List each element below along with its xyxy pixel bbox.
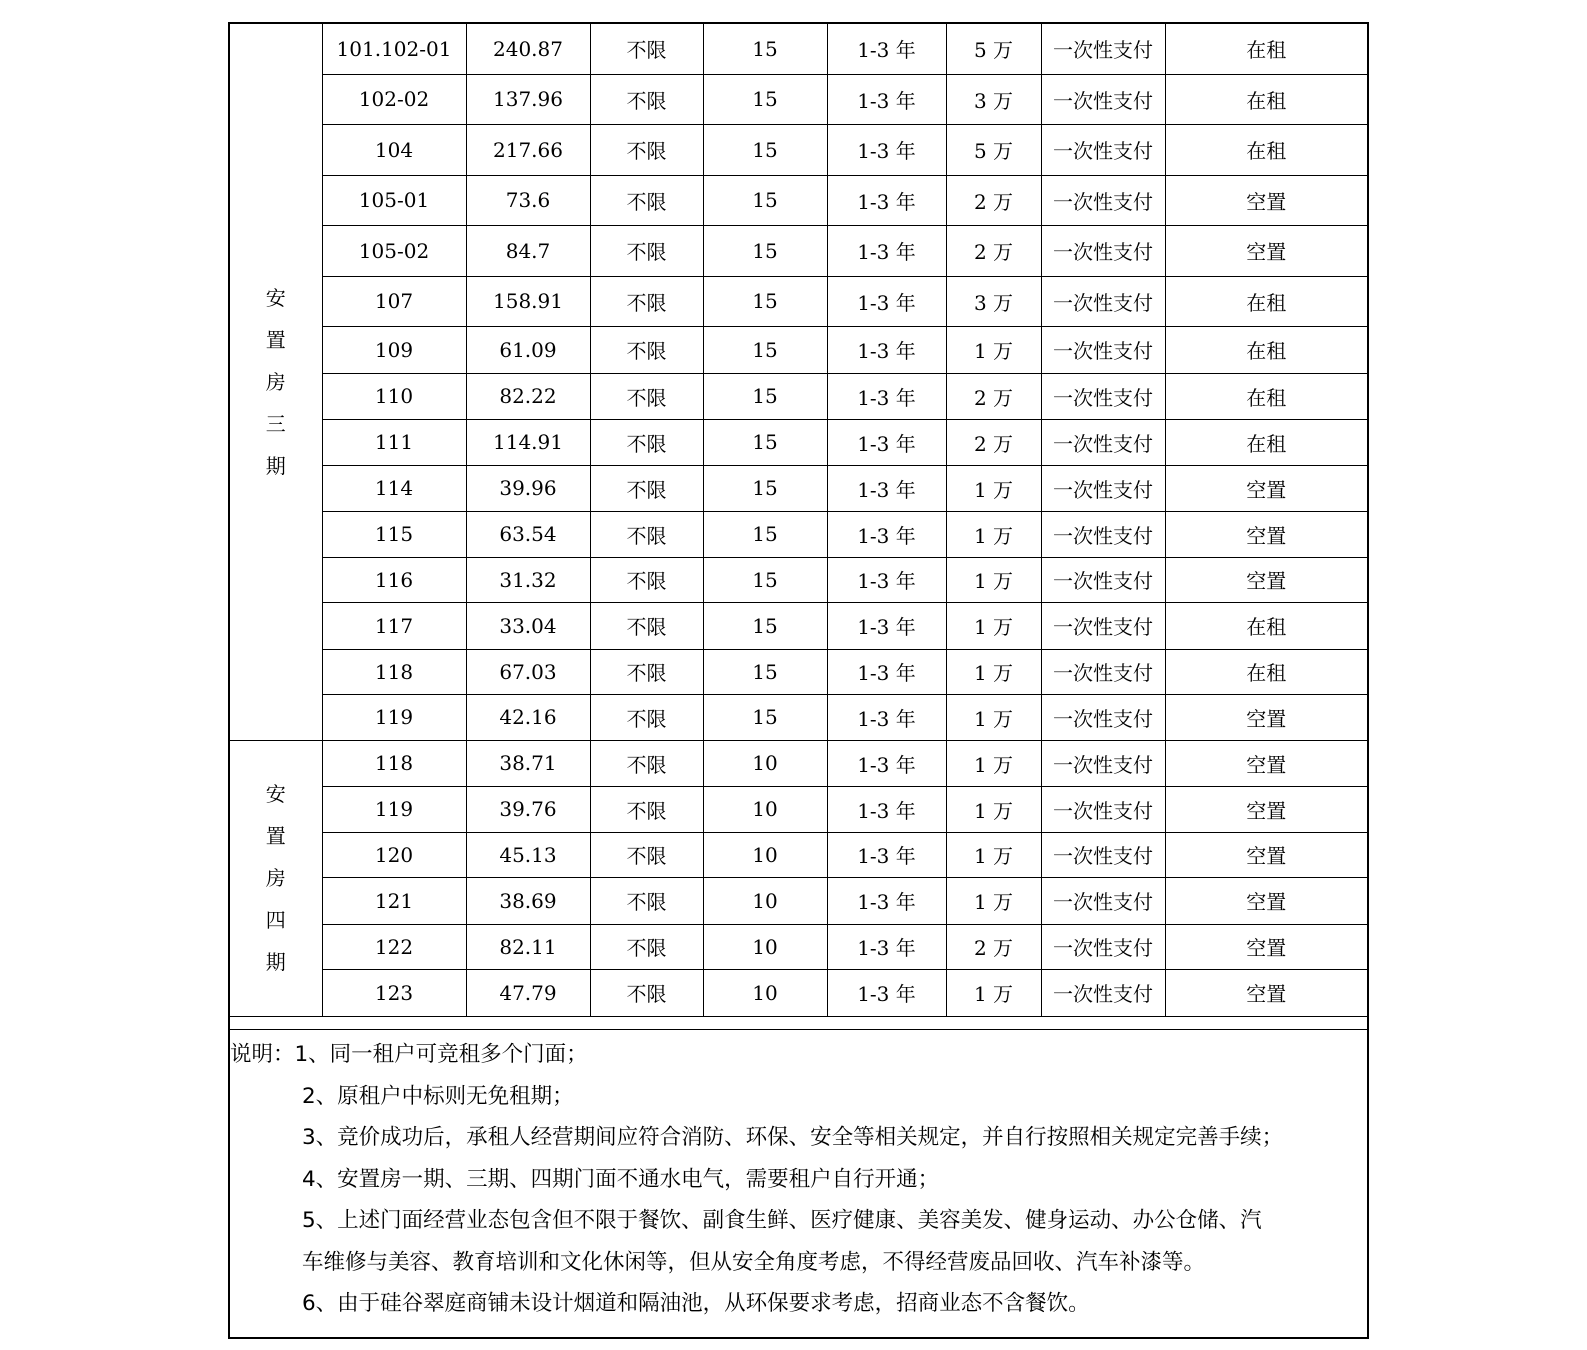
bid-cell: 10 [703, 878, 827, 925]
bid-cell: 15 [703, 327, 827, 374]
table-row [230, 327, 1367, 374]
unit-number-cell: 118 [322, 740, 466, 787]
business-type-cell: 不限 [590, 603, 703, 650]
unit-number-cell: 104 [322, 125, 466, 176]
payment-method-cell: 一次性支付 [1041, 465, 1165, 512]
group-label-char: 房 [265, 369, 286, 394]
group-label [230, 740, 322, 1016]
deposit-cell: 2 万 [946, 175, 1041, 226]
table-row [230, 276, 1367, 327]
table-row [230, 24, 1367, 74]
unit-number-cell: 121 [322, 878, 466, 925]
status-cell: 空置 [1165, 832, 1367, 878]
lease-term-cell: 1-3 年 [827, 740, 946, 787]
area-cell: 42.16 [466, 695, 590, 741]
bid-cell: 15 [703, 649, 827, 695]
deposit-cell: 1 万 [946, 512, 1041, 558]
bid-cell: 15 [703, 603, 827, 650]
payment-method-cell: 一次性支付 [1041, 175, 1165, 226]
note-line: 5、上述门面经营业态包含但不限于餐饮、副食生鲜、医疗健康、美容美发、健身运动、办公仓储、汽 [302, 1208, 1262, 1233]
table-row [230, 970, 1367, 1017]
business-type-cell: 不限 [590, 832, 703, 878]
payment-method-cell: 一次性支付 [1041, 787, 1165, 833]
bid-cell: 15 [703, 125, 827, 176]
bid-cell: 10 [703, 924, 827, 970]
status-cell: 在租 [1165, 373, 1367, 420]
payment-method-cell: 一次性支付 [1041, 74, 1165, 125]
lease-term-cell: 1-3 年 [827, 557, 946, 603]
status-cell: 空置 [1165, 878, 1367, 925]
unit-number-cell: 105-01 [322, 175, 466, 226]
note-line: 4、安置房一期、三期、四期门面不通水电气，需要租户自行开通； [302, 1166, 940, 1192]
deposit-cell: 1 万 [946, 740, 1041, 787]
lease-term-cell: 1-3 年 [827, 373, 946, 420]
deposit-cell: 1 万 [946, 327, 1041, 374]
status-cell: 空置 [1165, 787, 1367, 833]
status-cell: 在租 [1165, 24, 1367, 74]
payment-method-cell: 一次性支付 [1041, 276, 1165, 327]
storefront-rental-table [230, 24, 1367, 1017]
lease-term-cell: 1-3 年 [827, 327, 946, 374]
status-cell: 空置 [1165, 557, 1367, 603]
payment-method-cell: 一次性支付 [1041, 557, 1165, 603]
status-cell: 空置 [1165, 970, 1367, 1017]
payment-method-cell: 一次性支付 [1041, 24, 1165, 74]
unit-number-cell: 118 [322, 649, 466, 695]
area-cell: 114.91 [466, 420, 590, 466]
area-cell: 73.6 [466, 175, 590, 226]
table-row [230, 557, 1367, 603]
status-cell: 在租 [1165, 276, 1367, 327]
payment-method-cell: 一次性支付 [1041, 226, 1165, 277]
business-type-cell: 不限 [590, 373, 703, 420]
unit-number-cell: 120 [322, 832, 466, 878]
lease-term-cell: 1-3 年 [827, 603, 946, 650]
business-type-cell: 不限 [590, 970, 703, 1017]
deposit-cell: 1 万 [946, 787, 1041, 833]
business-type-cell: 不限 [590, 695, 703, 741]
note-line: 2、原租户中标则无免租期； [302, 1083, 574, 1109]
area-cell: 217.66 [466, 125, 590, 176]
area-cell: 47.79 [466, 970, 590, 1017]
deposit-cell: 1 万 [946, 832, 1041, 878]
bid-cell: 15 [703, 226, 827, 277]
deposit-cell: 3 万 [946, 74, 1041, 125]
unit-number-cell: 107 [322, 276, 466, 327]
table-row [230, 512, 1367, 558]
payment-method-cell: 一次性支付 [1041, 373, 1165, 420]
lease-term-cell: 1-3 年 [827, 465, 946, 512]
payment-method-cell: 一次性支付 [1041, 740, 1165, 787]
deposit-cell: 2 万 [946, 924, 1041, 970]
bid-cell: 10 [703, 832, 827, 878]
unit-number-cell: 114 [322, 465, 466, 512]
bid-cell: 15 [703, 420, 827, 466]
business-type-cell: 不限 [590, 557, 703, 603]
unit-number-cell: 122 [322, 924, 466, 970]
status-cell: 空置 [1165, 226, 1367, 277]
business-type-cell: 不限 [590, 787, 703, 833]
lease-term-cell: 1-3 年 [827, 276, 946, 327]
lease-term-cell: 1-3 年 [827, 924, 946, 970]
table-row [230, 695, 1367, 741]
unit-number-cell: 102-02 [322, 74, 466, 125]
area-cell: 33.04 [466, 603, 590, 650]
note-line: 6、由于硅谷翠庭商铺未设计烟道和隔油池，从环保要求考虑，招商业态不含餐饮。 [302, 1291, 1090, 1316]
bid-cell: 10 [703, 740, 827, 787]
bid-cell: 15 [703, 512, 827, 558]
group-label-char: 置 [265, 824, 286, 848]
business-type-cell: 不限 [590, 649, 703, 695]
area-cell: 67.03 [466, 649, 590, 695]
lease-term-cell: 1-3 年 [827, 649, 946, 695]
group-label-char: 四 [265, 908, 286, 932]
group-label-char: 置 [265, 327, 286, 352]
table-row [230, 878, 1367, 925]
bid-cell: 15 [703, 695, 827, 741]
deposit-cell: 1 万 [946, 695, 1041, 741]
note-line: 车维修与美容、教育培训和文化休闲等，但从安全角度考虑，不得经营废品回收、汽车补漆等。 [302, 1249, 1206, 1275]
deposit-cell: 1 万 [946, 603, 1041, 650]
deposit-cell: 1 万 [946, 970, 1041, 1017]
payment-method-cell: 一次性支付 [1041, 649, 1165, 695]
lease-term-cell: 1-3 年 [827, 24, 946, 74]
bid-cell: 15 [703, 74, 827, 125]
status-cell: 在租 [1165, 649, 1367, 695]
group-label-char: 三 [265, 411, 286, 436]
lease-term-cell: 1-3 年 [827, 175, 946, 226]
payment-method-cell: 一次性支付 [1041, 970, 1165, 1017]
business-type-cell: 不限 [590, 327, 703, 374]
table-row [230, 226, 1367, 277]
area-cell: 63.54 [466, 512, 590, 558]
group-label-char: 安 [265, 782, 286, 806]
unit-number-cell: 111 [322, 420, 466, 466]
status-cell: 空置 [1165, 512, 1367, 558]
area-cell: 82.11 [466, 924, 590, 970]
lease-term-cell: 1-3 年 [827, 878, 946, 925]
unit-number-cell: 123 [322, 970, 466, 1017]
lease-term-cell: 1-3 年 [827, 226, 946, 277]
bid-cell: 10 [703, 787, 827, 833]
payment-method-cell: 一次性支付 [1041, 832, 1165, 878]
bid-cell: 10 [703, 970, 827, 1017]
table-row [230, 125, 1367, 176]
lease-term-cell: 1-3 年 [827, 512, 946, 558]
deposit-cell: 1 万 [946, 649, 1041, 695]
deposit-cell: 1 万 [946, 557, 1041, 603]
table-row [230, 787, 1367, 833]
status-cell: 空置 [1165, 465, 1367, 512]
lease-term-cell: 1-3 年 [827, 420, 946, 466]
unit-number-cell: 109 [322, 327, 466, 374]
deposit-cell: 2 万 [946, 226, 1041, 277]
table-row [230, 465, 1367, 512]
status-cell: 在租 [1165, 125, 1367, 176]
area-cell: 137.96 [466, 74, 590, 125]
business-type-cell: 不限 [590, 740, 703, 787]
status-cell: 在租 [1165, 74, 1367, 125]
area-cell: 39.76 [466, 787, 590, 833]
bid-cell: 15 [703, 465, 827, 512]
group-label-char: 期 [265, 453, 286, 478]
group-label-char: 安 [265, 285, 286, 310]
business-type-cell: 不限 [590, 125, 703, 176]
business-type-cell: 不限 [590, 276, 703, 327]
group-label-char: 期 [265, 950, 286, 974]
area-cell: 45.13 [466, 832, 590, 878]
business-type-cell: 不限 [590, 512, 703, 558]
area-cell: 82.22 [466, 373, 590, 420]
unit-number-cell: 117 [322, 603, 466, 650]
payment-method-cell: 一次性支付 [1041, 327, 1165, 374]
notes-section [230, 1029, 1367, 1325]
deposit-cell: 2 万 [946, 373, 1041, 420]
lease-term-cell: 1-3 年 [827, 970, 946, 1017]
note-line: 3、竞价成功后，承租人经营期间应符合消防、环保、安全等相关规定，并自行按照相关规定完善手续； [302, 1125, 1284, 1150]
area-cell: 84.7 [466, 226, 590, 277]
payment-method-cell: 一次性支付 [1041, 512, 1165, 558]
payment-method-cell: 一次性支付 [1041, 603, 1165, 650]
business-type-cell: 不限 [590, 74, 703, 125]
deposit-cell: 5 万 [946, 125, 1041, 176]
bid-cell: 15 [703, 175, 827, 226]
table-row [230, 175, 1367, 226]
status-cell: 空置 [1165, 740, 1367, 787]
business-type-cell: 不限 [590, 924, 703, 970]
business-type-cell: 不限 [590, 175, 703, 226]
table-row [230, 649, 1367, 695]
area-cell: 38.69 [466, 878, 590, 925]
lease-term-cell: 1-3 年 [827, 74, 946, 125]
note-line: 说明：1、同一租户可竞租多个门面； [230, 1042, 588, 1067]
table-row [230, 832, 1367, 878]
deposit-cell: 1 万 [946, 878, 1041, 925]
table-row [230, 373, 1367, 420]
bid-cell: 15 [703, 557, 827, 603]
lease-term-cell: 1-3 年 [827, 787, 946, 833]
area-cell: 38.71 [466, 740, 590, 787]
table-row [230, 603, 1367, 650]
bid-cell: 15 [703, 373, 827, 420]
status-cell: 在租 [1165, 603, 1367, 650]
bid-cell: 15 [703, 24, 827, 74]
area-cell: 39.96 [466, 465, 590, 512]
unit-number-cell: 101.102-01 [322, 24, 466, 74]
group-label-char: 房 [265, 866, 286, 890]
area-cell: 158.91 [466, 276, 590, 327]
lease-term-cell: 1-3 年 [827, 125, 946, 176]
lease-term-cell: 1-3 年 [827, 832, 946, 878]
payment-method-cell: 一次性支付 [1041, 420, 1165, 466]
status-cell: 在租 [1165, 327, 1367, 374]
unit-number-cell: 110 [322, 373, 466, 420]
table-row [230, 924, 1367, 970]
area-cell: 240.87 [466, 24, 590, 74]
table-row [230, 740, 1367, 787]
status-cell: 空置 [1165, 175, 1367, 226]
deposit-cell: 3 万 [946, 276, 1041, 327]
deposit-cell: 5 万 [946, 24, 1041, 74]
document-page [228, 22, 1369, 1339]
business-type-cell: 不限 [590, 465, 703, 512]
payment-method-cell: 一次性支付 [1041, 695, 1165, 741]
unit-number-cell: 119 [322, 695, 466, 741]
table-row [230, 420, 1367, 466]
group-label [230, 24, 322, 740]
status-cell: 空置 [1165, 924, 1367, 970]
lease-term-cell: 1-3 年 [827, 695, 946, 741]
table-row [230, 74, 1367, 125]
payment-method-cell: 一次性支付 [1041, 878, 1165, 925]
business-type-cell: 不限 [590, 226, 703, 277]
business-type-cell: 不限 [590, 420, 703, 466]
payment-method-cell: 一次性支付 [1041, 125, 1165, 176]
unit-number-cell: 115 [322, 512, 466, 558]
bid-cell: 15 [703, 276, 827, 327]
unit-number-cell: 105-02 [322, 226, 466, 277]
business-type-cell: 不限 [590, 878, 703, 925]
status-cell: 在租 [1165, 420, 1367, 466]
unit-number-cell: 119 [322, 787, 466, 833]
payment-method-cell: 一次性支付 [1041, 924, 1165, 970]
deposit-cell: 2 万 [946, 420, 1041, 466]
business-type-cell: 不限 [590, 24, 703, 74]
deposit-cell: 1 万 [946, 465, 1041, 512]
area-cell: 61.09 [466, 327, 590, 374]
status-cell: 空置 [1165, 695, 1367, 741]
unit-number-cell: 116 [322, 557, 466, 603]
area-cell: 31.32 [466, 557, 590, 603]
